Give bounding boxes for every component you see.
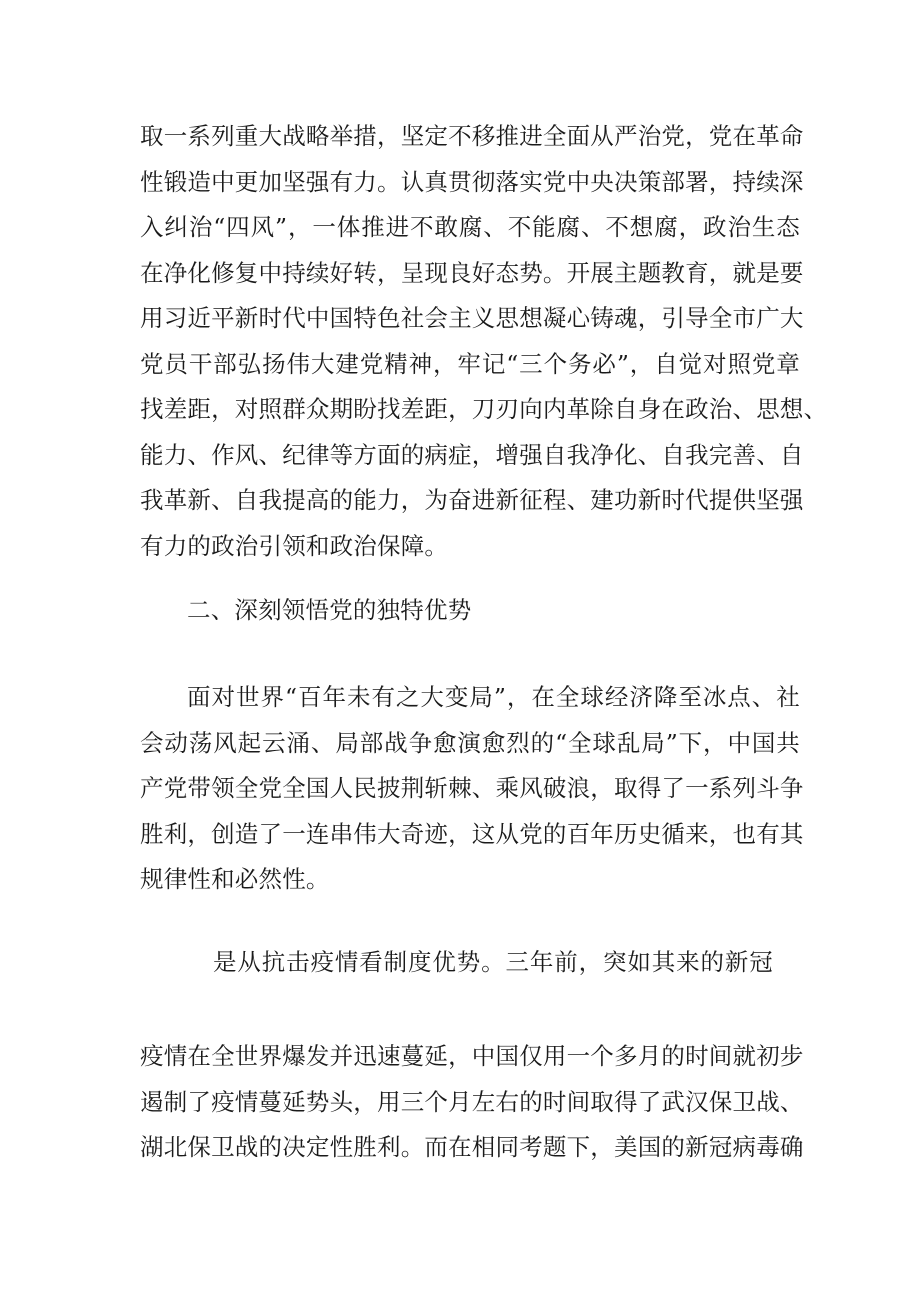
text-line: 是从抗击疫情看制度优势。三年前，突如其来的新冠 xyxy=(213,948,773,976)
paragraph-3 xyxy=(140,1034,804,1171)
text-line: 规律性和必然性。 xyxy=(140,865,330,893)
text-line: 性锻造中更加坚强有力。认真贯彻落实党中央决策部署，持续深 xyxy=(140,167,804,196)
text-line: 疫情在全世界爆发并迅速蔓延，中国仅用一个多月的时间就初步 xyxy=(140,1042,804,1070)
text-line: 取一系列重大战略举措，坚定不移推进全面从严治党，党在革命 xyxy=(140,122,804,150)
text-line: 会动荡风起云涌、局部战争愈演愈烈的“全球乱局”下，中国共 xyxy=(140,728,800,757)
section-heading-text: 二、深刻领悟党的独特优势 xyxy=(187,596,472,624)
text-line: 面对世界“百年未有之大变局”，在全球经济降至冰点、社 xyxy=(187,683,800,711)
text-line: 用习近平新时代中国特色社会主义思想凝心铸魂，引导全市广大 xyxy=(140,304,804,332)
text-line: 能力、作风、纪律等方面的病症，增强自我净化、自我完善、自 xyxy=(140,440,804,469)
text-line: 有力的政治引领和政治保障。 xyxy=(140,531,449,560)
text-line: 我革新、自我提高的能力，为奋进新征程、建功新时代提供坚强 xyxy=(140,486,804,514)
text-line: 胜利，创造了一连串伟大奇迹，这从党的百年历史循来，也有其 xyxy=(140,819,804,848)
text-line: 在净化修复中持续好转，呈现良好态势。开展主题教育，就是要 xyxy=(140,258,804,287)
text-line: 湖北保卫战的决定性胜利。而在相同考题下，美国的新冠病毒确 xyxy=(140,1133,804,1161)
paragraph-2 xyxy=(140,675,804,903)
paragraph-3-head xyxy=(213,940,773,986)
text-line: 遏制了疫情蔓延势头，用三个月左右的时间取得了武汉保卫战、 xyxy=(140,1087,804,1116)
text-line: 找差距，对照群众期盼找差距，刀刃向内革除自身在政治、思想、 xyxy=(140,395,828,423)
text-line: 产党带领全党全国人民披荆斩棘、乘风破浪，取得了一系列斗争 xyxy=(140,774,804,802)
text-line: 党员干部弘扬伟大建党精神，牢记“三个务必”，自觉对照党章 xyxy=(140,349,800,378)
section-heading xyxy=(187,588,847,634)
paragraph-1 xyxy=(140,114,828,569)
text-line: 入纠治“四风”，一体推进不敢腐、不能腐、不想腐，政治生态 xyxy=(140,213,800,241)
